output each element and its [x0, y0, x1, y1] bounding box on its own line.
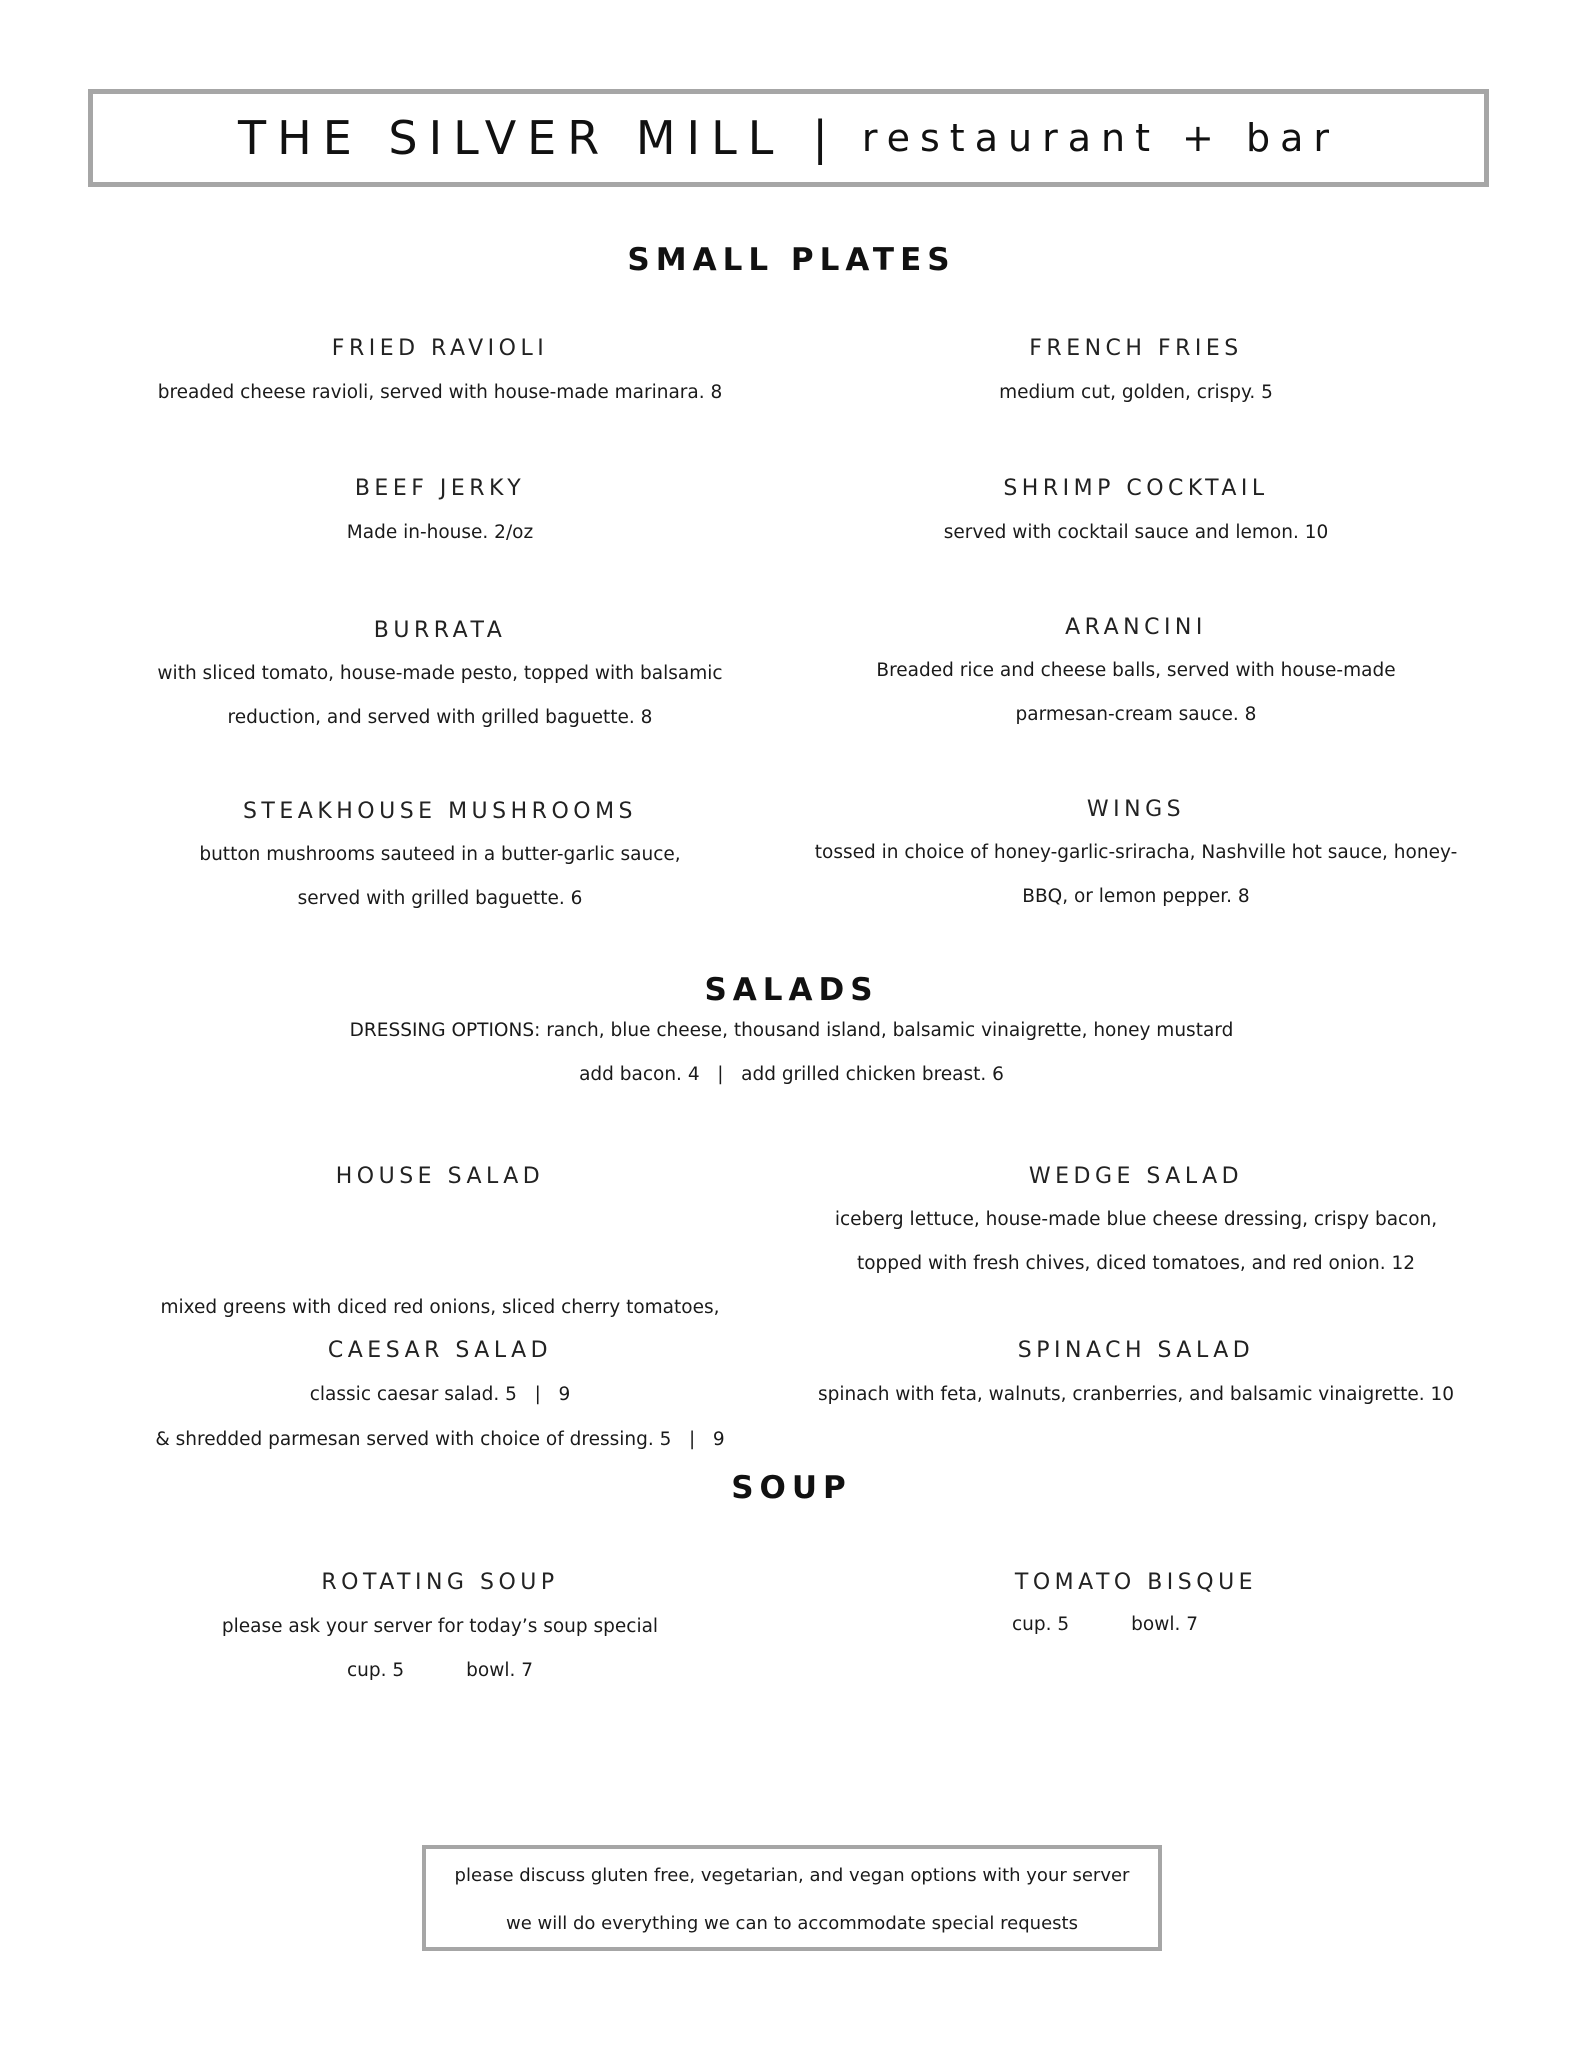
menu-item-french-fries	[806, 334, 1466, 408]
item-description-line: button mushrooms sauteed in a butter-garlic sauce,	[199, 844, 681, 865]
item-description-line: topped with fresh chives, diced tomatoes, and red onion. 12	[856, 1253, 1416, 1274]
item-description	[130, 652, 750, 740]
item-name: ROTATING SOUP	[321, 1570, 559, 1595]
item-description-line: tossed in choice of honey-garlic-sriracha, Nashville hot sauce, honey-	[814, 842, 1458, 863]
cup-price: cup. 5	[1011, 1614, 1070, 1635]
menu-item-shrimp-cocktail	[806, 474, 1466, 548]
menu-item-tomato-bisque	[806, 1568, 1466, 1635]
item-name: ARANCINI	[1065, 615, 1207, 640]
menu-item-caesar-salad	[130, 1336, 750, 1410]
item-name: HOUSE SALAD	[335, 1164, 545, 1189]
header-separator: |	[812, 111, 828, 165]
item-description: served with cocktail sauce and lemon. 10	[943, 522, 1329, 543]
salad-addons: add bacon. 4 | add grilled chicken breast. 6	[579, 1064, 1004, 1085]
item-description: Made in-house. 2/oz	[346, 522, 534, 543]
bowl-price: bowl. 7	[466, 1660, 534, 1681]
item-description-line: iceberg lettuce, house-made blue cheese dressing, crispy bacon,	[834, 1209, 1438, 1230]
menu-item-rotating-soup	[130, 1568, 750, 1681]
menu-item-fried-ravioli	[130, 334, 750, 408]
menu-item-burrata	[130, 616, 750, 740]
item-name: STEAKHOUSE MUSHROOMS	[242, 799, 638, 824]
item-description-line: served with grilled baguette. 6	[297, 888, 583, 909]
price-row	[744, 1614, 1466, 1635]
item-description-line: & shredded parmesan served with choice of dressing. 5 | 9	[155, 1429, 725, 1450]
item-name: TOMATO BISQUE	[1014, 1570, 1258, 1595]
restaurant-header	[88, 89, 1489, 187]
menu-item-beef-jerky	[130, 474, 750, 548]
dietary-notice-line: please discuss gluten free, vegetarian, and vegan options with your server	[454, 1865, 1130, 1886]
item-description-line: Breaded rice and cheese balls, served with house-made	[876, 660, 1396, 681]
item-name: SPINACH SALAD	[1017, 1338, 1255, 1363]
item-description-line: BBQ, or lemon pepper. 8	[1022, 886, 1250, 907]
menu-item-wings	[806, 795, 1466, 919]
item-description-line: with sliced tomato, house-made pesto, topped with balsamic	[157, 663, 723, 684]
menu-item-spinach-salad	[806, 1336, 1466, 1410]
item-description: medium cut, golden, crispy. 5	[999, 382, 1273, 403]
item-name: SHRIMP COCKTAIL	[1003, 476, 1269, 501]
cup-price: cup. 5	[346, 1660, 405, 1681]
restaurant-name: THE SILVER MILL	[238, 111, 785, 165]
menu-item-wedge-salad	[806, 1162, 1466, 1286]
bowl-price: bowl. 7	[1131, 1614, 1199, 1635]
dietary-notice-box	[422, 1845, 1162, 1951]
item-name: FRENCH FRIES	[1029, 336, 1243, 361]
item-description: classic caesar salad. 5 | 9	[309, 1384, 571, 1405]
menu-item-steakhouse-mushrooms	[130, 797, 750, 921]
item-name: CAESAR SALAD	[327, 1338, 553, 1363]
header-line	[93, 94, 1484, 182]
accommodation-notice-line: we will do everything we can to accommodate special requests	[506, 1913, 1078, 1934]
section-title-salads: SALADS	[704, 972, 879, 1008]
item-name: WEDGE SALAD	[1028, 1164, 1244, 1189]
item-name: WINGS	[1086, 797, 1186, 822]
item-description	[806, 1198, 1466, 1286]
menu-item-arancini	[806, 613, 1466, 737]
item-description	[806, 649, 1466, 737]
item-name: FRIED RAVIOLI	[331, 336, 549, 361]
section-title-small-plates: SMALL PLATES	[627, 242, 956, 278]
item-description: breaded cheese ravioli, served with house-made marinara. 8	[157, 382, 723, 403]
item-description-line: mixed greens with diced red onions, sliced cherry tomatoes,	[160, 1297, 720, 1318]
item-name: BEEF JERKY	[354, 476, 526, 501]
item-description: spinach with feta, walnuts, cranberries, and balsamic vinaigrette. 10	[817, 1384, 1455, 1405]
item-description	[130, 833, 750, 921]
dressing-options: DRESSING OPTIONS: ranch, blue cheese, thousand island, balsamic vinaigrette, honey mustard	[349, 1020, 1234, 1041]
item-description-line: reduction, and served with grilled baguette. 8	[227, 707, 653, 728]
item-description: please ask your server for today’s soup special	[221, 1616, 659, 1637]
item-description	[806, 831, 1466, 919]
item-name: BURRATA	[373, 618, 507, 643]
restaurant-tagline: restaurant + bar	[861, 116, 1339, 160]
item-description-line: parmesan-cream sauce. 8	[1015, 704, 1257, 725]
price-row	[130, 1660, 750, 1681]
section-title-soup: SOUP	[731, 1470, 852, 1506]
